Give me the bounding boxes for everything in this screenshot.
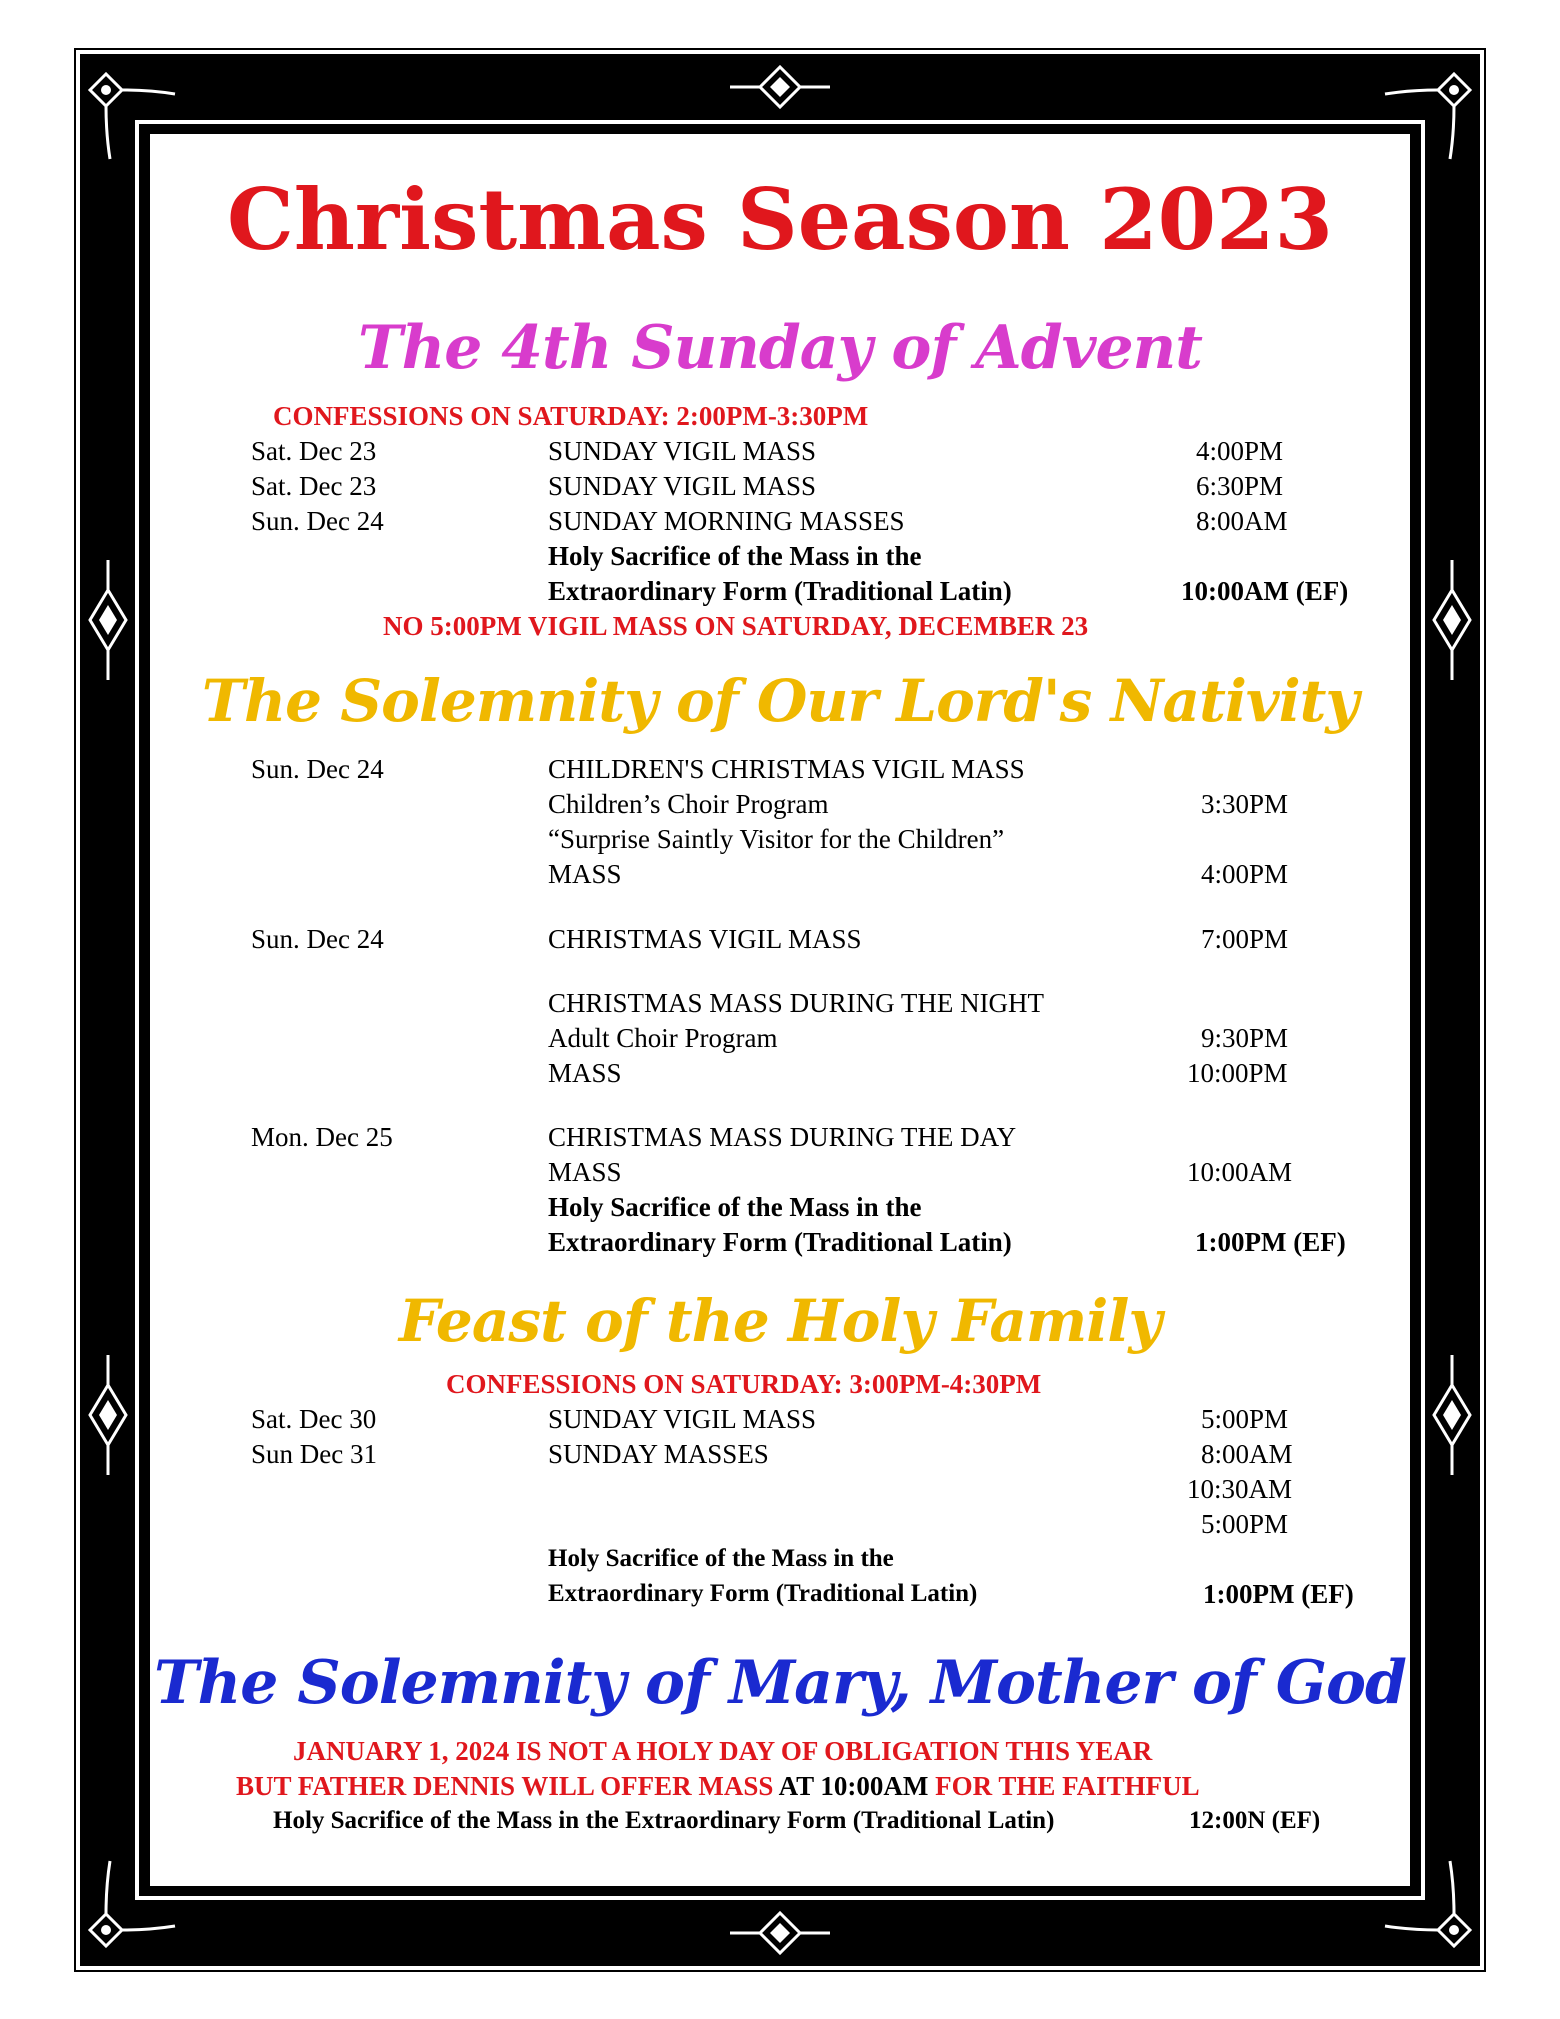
nativity-heading: The Solemnity of Our Lord's Nativity [201,667,1359,735]
left-side-ornament-upper [80,560,136,680]
vigil-mass-title: CHRISTMAS VIGIL MASS [548,924,862,954]
right-side-ornament-upper [1424,560,1480,680]
children-mass-time: 4:00PM [1201,859,1289,889]
corner-ornament-bottom-left [80,1846,200,1966]
left-side-ornament-lower [80,1355,136,1475]
holy-family-latin-line2: Extraordinary Form (Traditional Latin) [548,1580,978,1607]
night-mass-label: MASS [548,1058,622,1088]
holy-family-latin-time: 1:00PM (EF) [1203,1579,1354,1609]
day-mass-date: Mon. Dec 25 [251,1122,393,1152]
holy-family-confessions: CONFESSIONS ON SATURDAY: 3:00PM-4:30PM [446,1369,1042,1399]
advent-row1-date: Sat. Dec 23 [251,436,377,466]
advent-latin-line1: Holy Sacrifice of the Mass in the [548,541,922,571]
children-mass-title: CHILDREN'S CHRISTMAS VIGIL MASS [548,754,1025,784]
day-mass-title: CHRISTMAS MASS DURING THE DAY [548,1122,1017,1152]
top-center-ornament [730,54,830,120]
night-mass-time: 10:00PM [1187,1058,1288,1088]
holy-family-row1-time: 5:00PM [1201,1404,1289,1434]
mary-notice-time: AT 10:00AM [778,1771,929,1801]
advent-row1-time: 4:00PM [1196,436,1284,466]
corner-ornament-top-right [1360,54,1480,174]
children-visitor-label: “Surprise Saintly Visitor for the Children” [548,824,1005,854]
holy-family-row2-time1: 8:00AM [1201,1439,1293,1469]
holy-family-row1-event: SUNDAY VIGIL MASS [548,1404,817,1434]
adult-choir-time: 9:30PM [1201,1023,1289,1053]
advent-row3-date: Sun. Dec 24 [251,506,384,536]
holy-family-row1-date: Sat. Dec 30 [251,1404,377,1434]
holy-family-latin-line1: Holy Sacrifice of the Mass in the [548,1545,894,1572]
nativity-latin-line2: Extraordinary Form (Traditional Latin) [548,1227,1012,1257]
advent-heading: The 4th Sunday of Advent [357,313,1203,383]
mary-notice-line1: JANUARY 1, 2024 IS NOT A HOLY DAY OF OBLIGATION THIS YEAR [293,1736,1153,1766]
children-mass-label: MASS [548,859,622,889]
page-title: Christmas Season 2023 [227,170,1333,269]
advent-row3-event: SUNDAY MORNING MASSES [548,506,905,536]
day-mass-time: 10:00AM [1187,1157,1293,1187]
children-mass-date: Sun. Dec 24 [251,754,384,784]
bottom-center-ornament [730,1900,830,1966]
night-mass-title: CHRISTMAS MASS DURING THE NIGHT [548,988,1045,1018]
holy-family-row2-time2: 10:30AM [1187,1474,1293,1504]
holy-family-row2-date: Sun Dec 31 [251,1439,377,1469]
holy-family-row2-time3: 5:00PM [1201,1509,1289,1539]
mary-notice-part3: FOR THE FAITHFUL [935,1771,1200,1801]
holy-family-heading: Feast of the Holy Family [398,1287,1162,1355]
right-side-ornament-lower [1424,1355,1480,1475]
nativity-latin-time: 1:00PM (EF) [1195,1227,1346,1257]
corner-ornament-top-left [80,54,200,174]
advent-notice: NO 5:00PM VIGIL MASS ON SATURDAY, DECEMBER 23 [383,611,1089,641]
advent-latin-line2: Extraordinary Form (Traditional Latin) [548,576,1012,606]
mary-notice-part1: BUT FATHER DENNIS WILL OFFER MASS [236,1771,774,1801]
day-mass-label: MASS [548,1157,622,1187]
mary-latin-time: 12:00N (EF) [1189,1807,1321,1834]
advent-confessions: CONFESSIONS ON SATURDAY: 2:00PM-3:30PM [273,401,869,431]
vigil-mass-time: 7:00PM [1201,924,1289,954]
holy-family-row2-event: SUNDAY MASSES [548,1439,769,1469]
mary-heading: The Solemnity of Mary, Mother of God [154,1648,1406,1718]
mary-latin-line: Holy Sacrifice of the Mass in the Extraordinary Form (Traditional Latin) [273,1807,1055,1834]
corner-ornament-bottom-right [1360,1846,1480,1966]
advent-row3-time: 8:00AM [1196,506,1288,536]
advent-row1-event: SUNDAY VIGIL MASS [548,436,817,466]
children-choir-label: Children’s Choir Program [548,789,829,819]
vigil-mass-date: Sun. Dec 24 [251,924,384,954]
children-choir-time: 3:30PM [1201,789,1289,819]
advent-row2-event: SUNDAY VIGIL MASS [548,471,817,501]
mary-notice-line2 [236,1773,1200,1800]
adult-choir-label: Adult Choir Program [548,1023,778,1053]
advent-row2-time: 6:30PM [1196,471,1284,501]
advent-row2-date: Sat. Dec 23 [251,471,377,501]
advent-latin-time: 10:00AM (EF) [1181,576,1349,606]
nativity-latin-line1: Holy Sacrifice of the Mass in the [548,1192,922,1222]
